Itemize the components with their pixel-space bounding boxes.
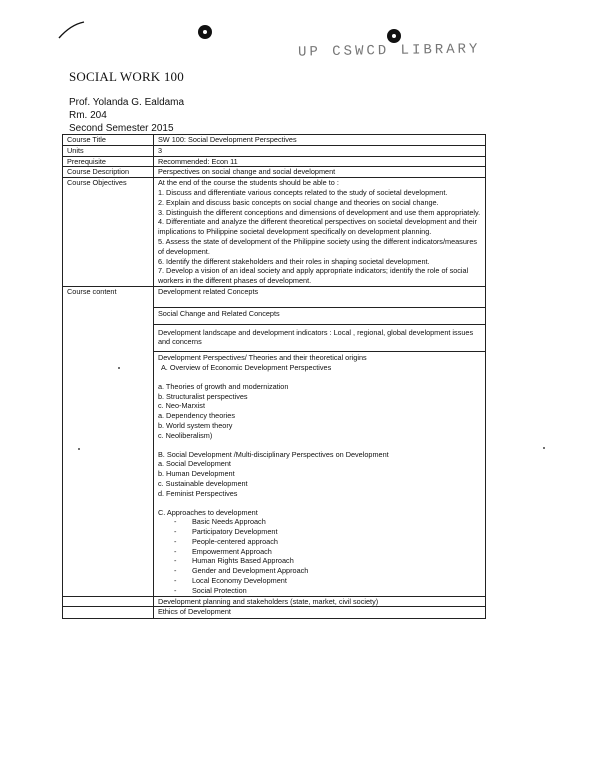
objective-item: 3. Distinguish the different conceptions and dimensions of development and use them appropriately. <box>157 207 481 217</box>
value-course-title: SW 100: Social Development Perspectives <box>153 135 485 146</box>
label-course-description: Course Description <box>63 167 154 178</box>
topic-4-title: Development Perspectives/ Theories and their theoretical origins <box>157 353 367 363</box>
objective-item: 4. Differentiate and analyze the different theoretical perspectives on societal development and their implications to Philippine societal development specifically on development planning. <box>157 217 477 237</box>
course-syllabus-table <box>62 134 486 619</box>
approach-item: - Local Economy Development <box>158 576 481 586</box>
content-topic-4 <box>153 352 485 597</box>
approach-item: - People-centered approach <box>158 537 481 547</box>
approach-item: - Empowerment Approach <box>158 547 481 557</box>
row-course-content-5 <box>63 596 486 607</box>
course-heading: SOCIAL WORK 100 <box>69 69 184 84</box>
section-a-item: c. Neo-Marxist <box>157 401 205 411</box>
pen-stroke-mark <box>58 20 86 40</box>
objective-item: 2. Explain and discuss basic concepts on social change and theories on social change. <box>157 197 439 207</box>
value-prerequisite: Recommended: Econ 11 <box>153 156 485 167</box>
section-b-item: a. Social Development <box>157 459 231 469</box>
section-a-item: b. Structuralist perspectives <box>157 391 248 401</box>
objective-item: 1. Discuss and differentiate various concepts related to the study of societal development. <box>157 187 448 197</box>
label-course-title: Course Title <box>63 135 154 146</box>
empty-label-cell <box>63 607 154 619</box>
row-units <box>63 145 486 156</box>
row-course-description <box>63 167 486 178</box>
section-b-item: d. Feminist Perspectives <box>157 488 238 498</box>
row-course-content-1 <box>63 286 486 307</box>
row-prerequisite <box>63 156 486 167</box>
library-stamp: UP CSWCD LIBRARY <box>297 41 481 61</box>
section-c-title: C. Approaches to development <box>157 507 258 517</box>
room-number: Rm. 204 <box>69 110 107 121</box>
objective-item: 7. Develop a vision of an ideal society and apply appropriate indicators; identify the role of social workers in the different phases of development. <box>157 266 469 286</box>
semester: Second Semester 2015 <box>69 123 174 134</box>
section-a-item: c. Neoliberalism) <box>157 430 213 440</box>
value-course-objectives <box>153 178 485 287</box>
label-course-objectives: Course Objectives <box>63 178 154 287</box>
label-units: Units <box>63 145 154 156</box>
row-course-objectives <box>63 178 486 287</box>
approach-item: - Basic Needs Approach <box>158 517 481 527</box>
content-topic-2: Social Change and Related Concepts <box>153 307 485 324</box>
section-b-item: c. Sustainable development <box>157 478 248 488</box>
value-units: 3 <box>153 145 485 156</box>
approach-item: - Human Rights Based Approach <box>158 556 481 566</box>
label-prerequisite: Prerequisite <box>63 156 154 167</box>
section-a-item: a. Theories of growth and modernization <box>157 381 289 391</box>
value-course-description: Perspectives on social change and social development <box>153 167 485 178</box>
empty-label-cell <box>63 596 154 607</box>
punch-hole-right <box>387 29 401 43</box>
section-b-title: B. Social Development /Multi-disciplinary Perspectives on Development <box>157 449 389 459</box>
objective-item: 5. Assess the state of development of the Philippine society using the different indicators/measures of development. <box>157 236 478 256</box>
content-topic-1: Development related Concepts <box>153 286 485 307</box>
section-b-item: b. Human Development <box>157 469 235 479</box>
row-course-title <box>63 135 486 146</box>
speck <box>543 447 545 449</box>
content-topic-6: Ethics of Development <box>153 607 485 619</box>
objective-item: 6. Identify the different stakeholders and their roles in shaping societal development. <box>157 256 430 266</box>
content-topic-3: Development landscape and development indicators : Local , regional, global development issues and concerns <box>153 324 485 352</box>
section-a-item: b. World system theory <box>157 420 233 430</box>
professor-name: Prof. Yolanda G. Ealdama <box>69 97 185 108</box>
approach-item: - Gender and Development Approach <box>158 566 481 576</box>
content-topic-5: Development planning and stakeholders (state, market, civil society) <box>153 596 485 607</box>
approach-item: - Social Protection <box>158 586 481 596</box>
punch-hole-left <box>198 25 212 39</box>
section-a-item: a. Dependency theories <box>157 411 236 421</box>
row-course-content-6 <box>63 607 486 619</box>
objectives-intro: At the end of the course the students should be able to : <box>157 178 339 188</box>
approach-item: - Participatory Development <box>158 527 481 537</box>
section-a-title: A. Overview of Economic Development Perspectives <box>160 362 332 372</box>
label-course-content: Course content <box>63 286 154 596</box>
